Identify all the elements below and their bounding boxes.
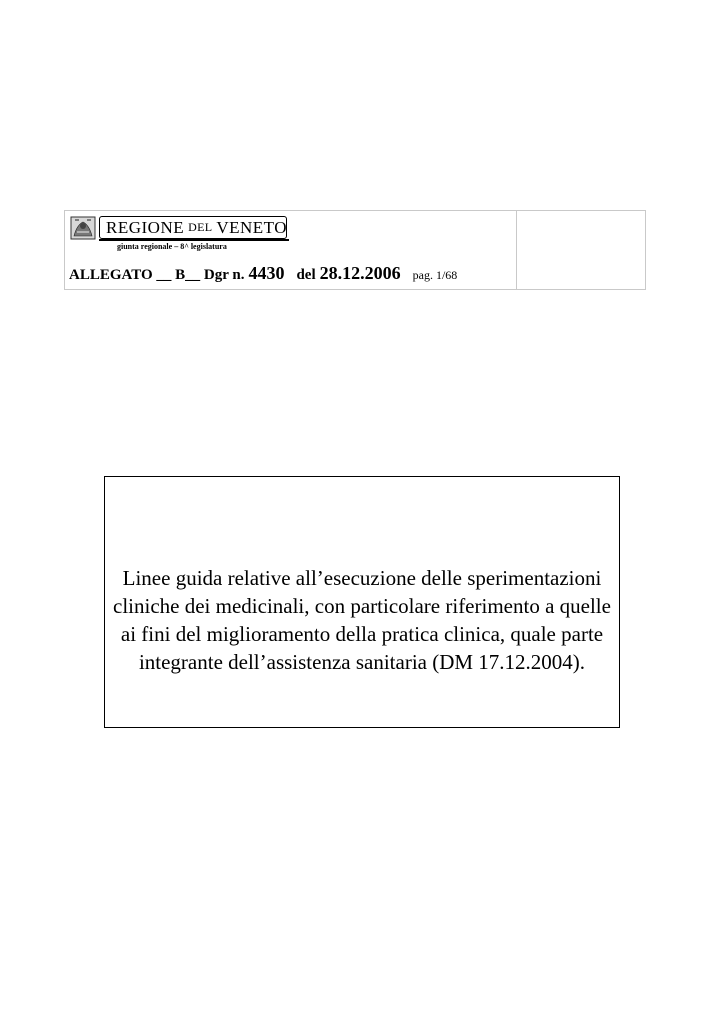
logo-word-veneto: VENETO xyxy=(216,217,288,237)
header-table xyxy=(64,210,646,290)
allegato-line xyxy=(69,263,457,284)
logo-underline xyxy=(99,239,289,241)
logo-word-regione: REGIONE xyxy=(106,217,185,237)
header-right-cell xyxy=(517,211,645,289)
dgr-number: 4430 xyxy=(248,263,285,283)
header-left-cell xyxy=(65,211,517,289)
regione-veneto-logo xyxy=(99,216,287,239)
dgr-date: 28.12.2006 xyxy=(319,263,401,283)
veneto-crest-icon xyxy=(69,214,97,242)
allegato-label: ALLEGATO __ B__ Dgr n. xyxy=(69,267,245,283)
document-title: Linee guida relative all’esecuzione delle sperimentazioni cliniche dei medicinali, con particolare riferimento a quelle ai fini del miglioramento della pratica clinica, quale parte integrante dell’assistenza sanitaria (DM 17.12.2004). xyxy=(113,566,611,674)
giunta-subtitle: giunta regionale – 8^ legislatura xyxy=(117,242,227,251)
title-box xyxy=(104,476,620,728)
del-label: del xyxy=(296,267,316,283)
page-number: pag. 1/68 xyxy=(412,268,458,282)
logo-word-del: DEL xyxy=(188,220,213,234)
